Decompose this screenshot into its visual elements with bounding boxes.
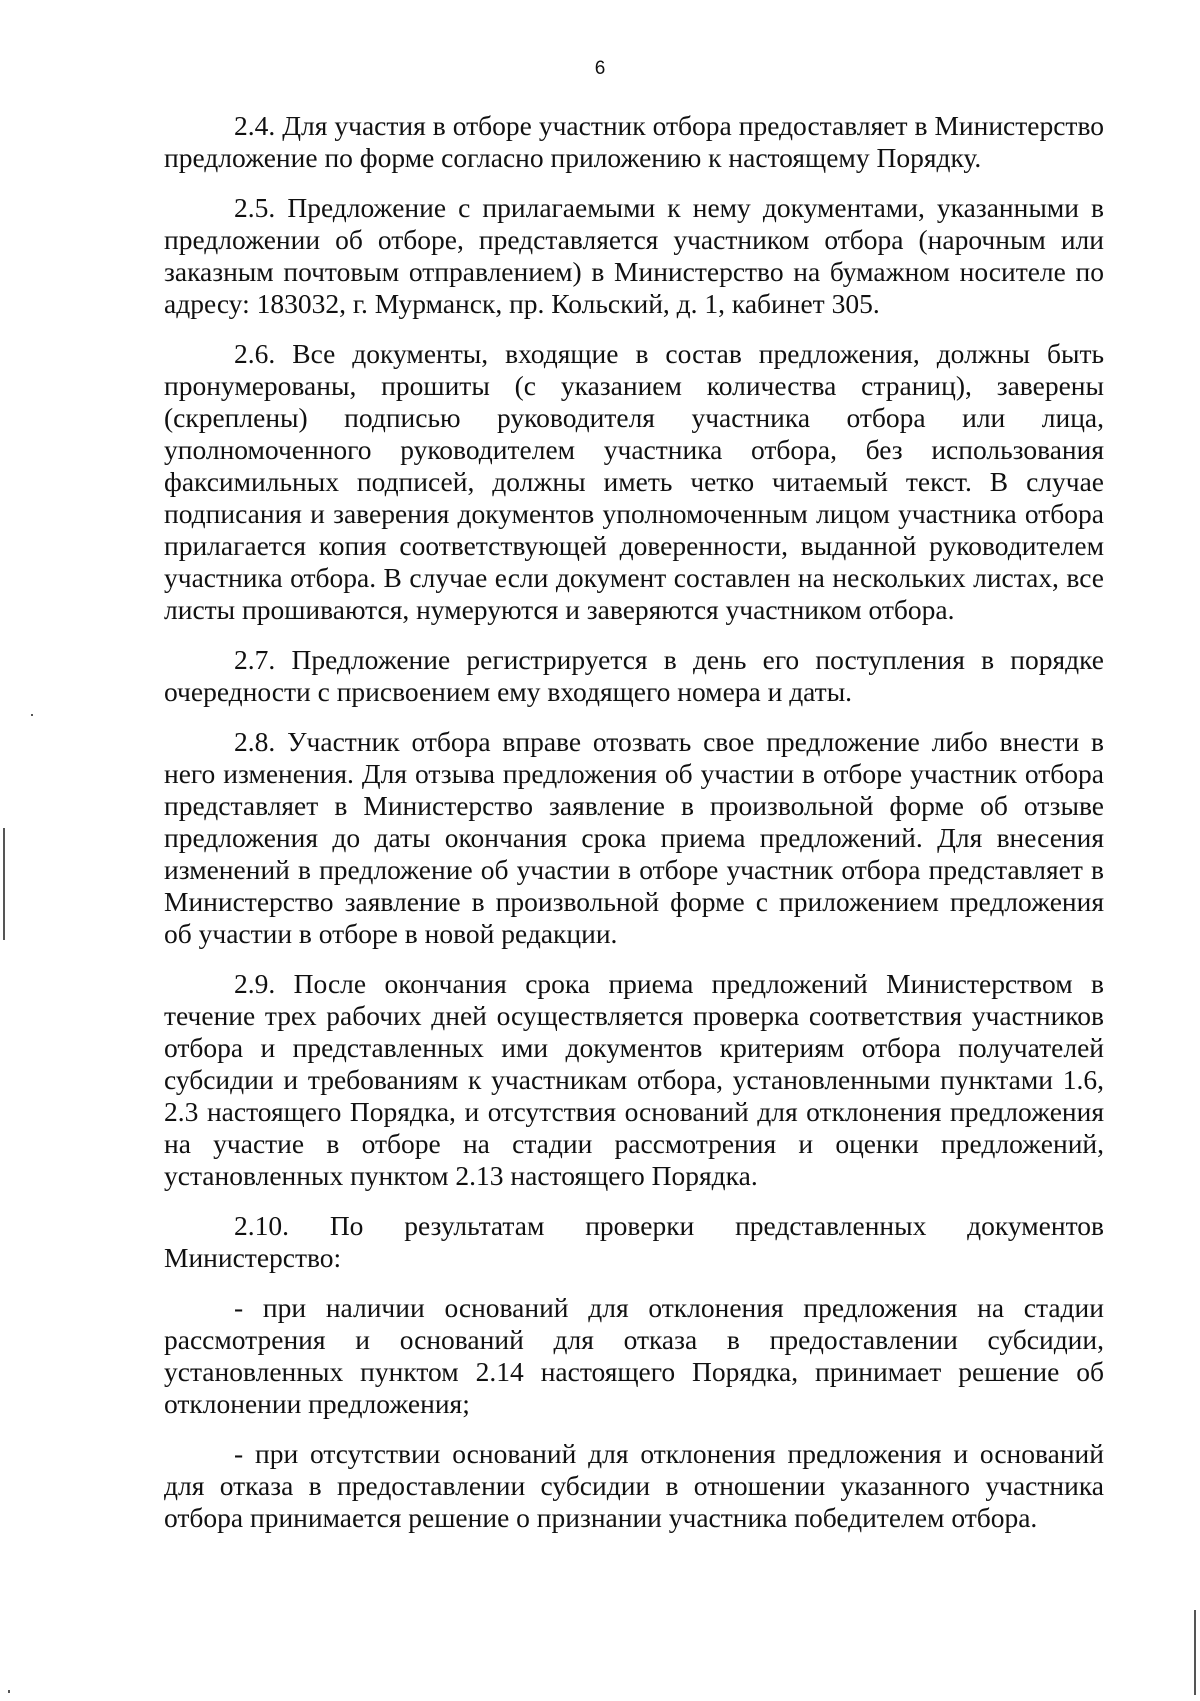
paragraph-2-5: 2.5. Предложение с прилагаемыми к нему документами, указанными в предложении об отборе, представляется участником отбора (нарочным или заказным почтовым отправлением) в Министерство на бумажном носителе по адресу: 183032, г. Мурманск, пр. Кольский, д. 1, кабинет 305.: [164, 192, 1104, 319]
scan-edge-mark: [3, 828, 5, 940]
paragraph-2-4: 2.4. Для участия в отборе участник отбора предоставляет в Министерство предложение по форме согласно приложению к настоящему Порядку.: [164, 110, 1104, 173]
paragraph-2-6: 2.6. Все документы, входящие в состав предложения, должны быть пронумерованы, прошиты (с указанием количества страниц), заверены (скреплены) подписью руководителя участника отбора или лица, уполномоченного руководителем участника отбора, без использования факсимильных подписей, должны иметь четко читаемый текст. В случае подписания и заверения документов уполномоченным лицом участника отбора прилагается копия соответствующей доверенности, выданной руководителем участника отбора. В случае если документ составлен на нескольких листах, все листы прошиваются, нумеруются и заверяются участником отбора.: [164, 338, 1104, 625]
scan-dust-mark: [31, 714, 33, 716]
paragraph-2-10: 2.10. По результатам проверки представленных документов Министерство:: [164, 1210, 1104, 1273]
paragraph-2-8: 2.8. Участник отбора вправе отозвать свое предложение либо внести в него изменения. Для отзыва предложения об участии в отборе участник отбора представляет в Министерство заявление в произвольной форме об отзыве предложения до даты окончания срока приема предложений. Для внесения изменений в предложение об участии в отборе участник отбора представляет в Министерство заявление в произвольной форме с приложением предложения об участии в отборе в новой редакции.: [164, 726, 1104, 949]
paragraph-2-9: 2.9. После окончания срока приема предложений Министерством в течение трех рабочих дней осуществляется проверка соответствия участников отбора и представленных ими документов критериям отбора получателей субсидии и требованиям к участникам отбора, установленными пунктами 1.6, 2.3 настоящего Порядка, и отсутствия оснований для отклонения предложения на участие в отборе на стадии рассмотрения и оценки предложений, установленных пунктом 2.13 настоящего Порядка.: [164, 968, 1104, 1191]
list-item-rejection: - при наличии оснований для отклонения предложения на стадии рассмотрения и оснований для отказа в предоставлении субсидии, установленных пунктом 2.14 настоящего Порядка, принимает решение об отклонении предложения;: [164, 1292, 1104, 1419]
list-item-winner: - при отсутствии оснований для отклонения предложения и оснований для отказа в предоставлении субсидии в отношении указанного участника отбора принимается решение о признании участника победителем отбора.: [164, 1438, 1104, 1533]
scan-edge-mark-right: [1194, 1610, 1196, 1695]
document-body: [164, 110, 1104, 1552]
scan-corner-mark: [8, 1690, 10, 1693]
paragraph-2-7: 2.7. Предложение регистрируется в день его поступления в порядке очередности с присвоением ему входящего номера и даты.: [164, 644, 1104, 707]
page-number: 6: [594, 58, 606, 79]
